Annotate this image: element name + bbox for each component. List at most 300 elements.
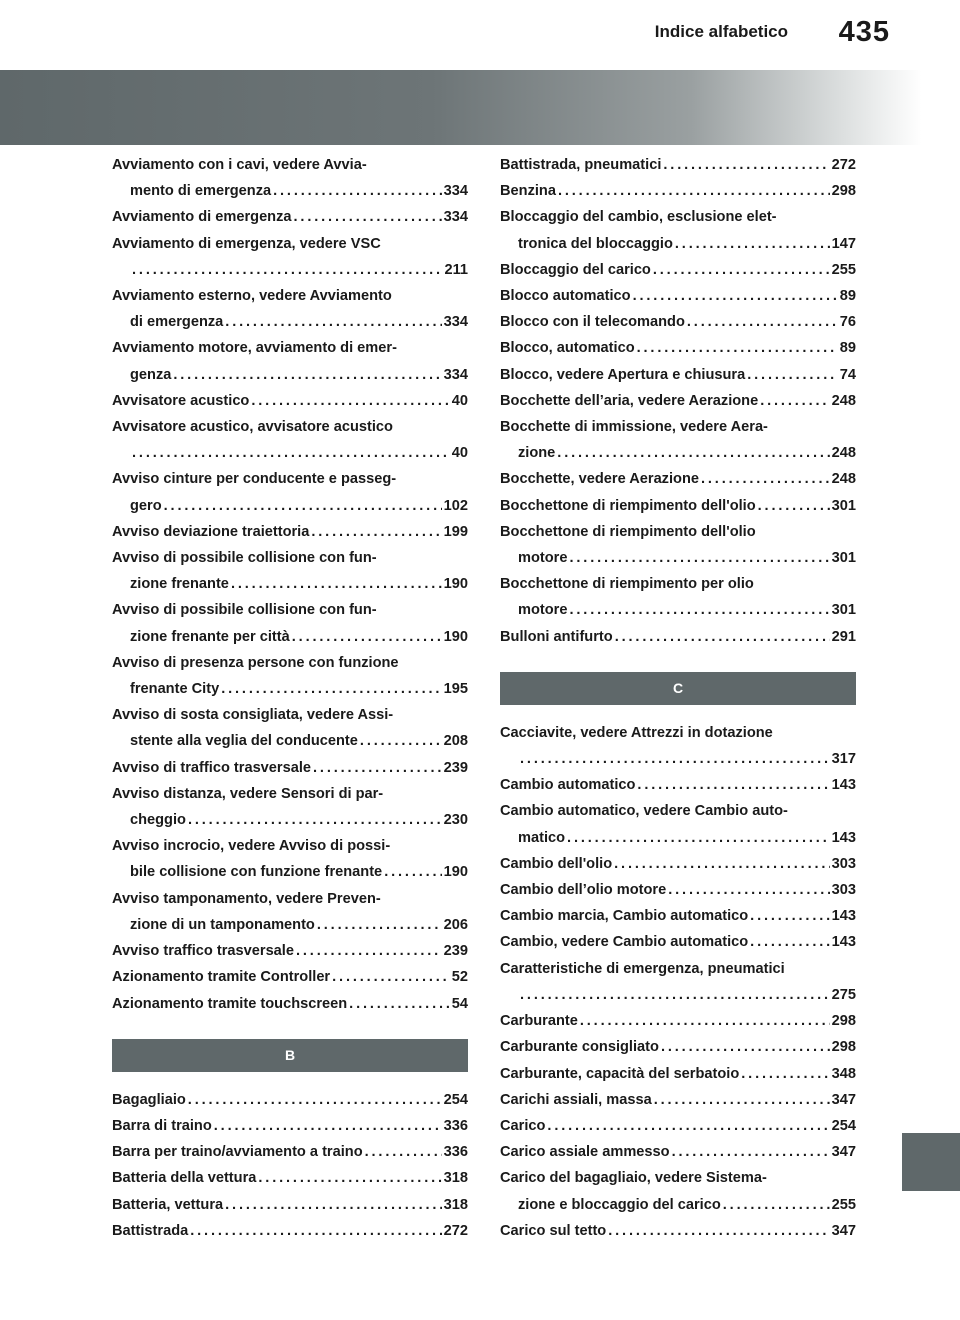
dot-leader [614,851,830,877]
index-entry-line [500,798,856,824]
index-entry-text: stente alla veglia del conducente [130,733,358,750]
index-entry-text: Cambio, vedere Cambio automatico [500,934,749,951]
index-entry-line [500,624,856,650]
index-entry [112,466,468,518]
index-entry-line [112,833,468,859]
page-reference: 275 [831,986,856,1003]
index-entry-text: Cambio dell'olio [500,855,613,872]
page-reference: 303 [831,882,856,899]
dot-leader [653,257,830,283]
index-entry-text: Avviamento con i cavi, vedere Avvia- [112,157,367,173]
index-entry-continuation [500,982,856,1008]
index-entry [112,231,468,283]
index-entry-text: Avviso incrocio, vedere Avviso di possi- [112,838,391,855]
page-reference: 40 [451,445,468,462]
index-entry-line [112,1087,468,1113]
page-reference: 143 [831,777,856,794]
header-banner [0,70,960,145]
page-reference: 206 [443,916,468,933]
letter-header-c: C [500,672,856,705]
page-reference: 254 [443,1091,468,1108]
dot-leader [668,877,829,903]
index-entry-line [112,414,468,440]
index-entry-line [500,956,856,982]
dot-leader [221,676,441,702]
chapter-side-tab [902,1133,960,1191]
index-entry [500,178,856,204]
index-list-b-cont [500,152,856,650]
index-entry-text: Blocco, vedere Apertura e chiusura [500,366,746,383]
dot-leader [332,964,450,990]
index-entry-line [112,152,468,178]
index-entry-text: Avviamento di emergenza, vedere VSC [112,235,381,252]
dot-leader [313,755,442,781]
index-entry-text: Carichi assiali, massa [500,1091,652,1108]
page-reference: 301 [831,602,856,619]
index-entry-text: Avviso distanza, vedere Sensori di par- [112,785,384,802]
index-entry-text: Avvisatore acustico, avvisatore acustico [112,419,393,436]
index-entry-text: Blocco automatico [500,288,631,305]
index-entry [112,152,468,204]
dot-leader [569,545,829,571]
index-column-left [112,152,468,1244]
page-reference: 347 [831,1144,856,1161]
index-entry [500,283,856,309]
index-entry-line [112,938,468,964]
page-reference: 248 [831,445,856,462]
index-entry-line [500,571,856,597]
index-entry-line [500,466,856,492]
page-reference: 336 [443,1117,468,1134]
index-entry-continuation [112,859,468,885]
index-entry-text: Azionamento tramite Controller [112,969,331,986]
index-entry-text: Battistrada, pneumatici [500,157,662,173]
index-entry-text: mento di emergenza [130,183,272,200]
page-reference: 303 [831,855,856,872]
index-entry-line [112,755,468,781]
dot-leader [758,493,830,519]
index-entry-line [500,178,856,204]
index-entry [500,798,856,850]
page-reference: 291 [831,628,856,645]
dot-leader [580,1008,830,1034]
index-entry-line [500,877,856,903]
index-entry-text: Avviso di possibile collisione con fun- [112,602,377,619]
dot-leader [637,772,829,798]
page-reference: 248 [831,471,856,488]
dot-leader [547,1113,829,1139]
index-entry [500,152,856,178]
dot-leader [661,1034,830,1060]
index-entry-text: zione [518,445,556,462]
index-entry [500,257,856,283]
index-entry-text: Benzina [500,183,556,200]
index-entry [112,833,468,885]
index-entry-line [112,1165,468,1191]
index-entry-line [112,1192,468,1218]
index-entry-text: Carico [500,1117,546,1134]
page-reference: 190 [443,576,468,593]
page-reference: 254 [831,1117,856,1134]
index-entry-text: Avviso di presenza persone con funzione [112,654,399,671]
index-entry-continuation [112,257,468,283]
index-entry-line [112,545,468,571]
page-reference: 102 [443,497,468,514]
index-entry-continuation [112,178,468,204]
dot-leader [190,1218,441,1244]
index-entry-continuation [112,624,468,650]
index-entry [500,388,856,414]
index-entry-text: Blocco con il telecomando [500,314,685,331]
page-reference: 301 [831,550,856,567]
page-reference: 54 [451,995,468,1012]
index-entry [112,938,468,964]
index-entry-text: Cacciavite, vedere Attrezzi in dotazione [500,724,773,741]
index-entry-line [500,772,856,798]
index-entry-text: Avvisatore acustico [112,392,250,409]
index-entry [500,1087,856,1113]
index-entry-line [500,414,856,440]
index-entry-text: Cambio dell’olio motore [500,882,667,899]
dot-leader [273,178,442,204]
index-list-b [112,1087,468,1244]
dot-leader [173,362,441,388]
index-entry [112,755,468,781]
dot-leader [520,982,830,1008]
index-entry-continuation [500,545,856,571]
page-reference: 255 [831,1196,856,1213]
index-entry-line [500,851,856,877]
dot-leader [188,1087,442,1113]
page-reference: 143 [831,934,856,951]
index-entry-line [500,519,856,545]
page-reference: 230 [443,812,468,829]
dot-leader [723,1192,830,1218]
index-entry-text: Avviamento motore, avviamento di emer- [112,340,397,357]
index-entry-line [112,466,468,492]
page-reference: 317 [831,751,856,768]
index-entry-text: Barra per traino/avviamento a traino [112,1144,363,1161]
index-entry-text: Bloccaggio del carico [500,261,651,278]
index-entry-line [500,903,856,929]
dot-leader [132,440,450,466]
page-reference: 76 [839,314,856,331]
index-entry [500,624,856,650]
index-entry-continuation [112,440,468,466]
index-entry-line [112,204,468,230]
dot-leader [701,466,830,492]
index-entry-line [500,1061,856,1087]
dot-leader [615,624,830,650]
index-entry [112,597,468,649]
index-entry [500,204,856,256]
index-entry-line [112,519,468,545]
index-entry [500,929,856,955]
page-reference: 272 [831,157,856,173]
dot-leader [654,1087,830,1113]
index-entry-text: gero [130,497,162,514]
index-entry [112,702,468,754]
page-reference: 248 [831,392,856,409]
dot-leader [384,859,441,885]
index-entry-text: Avviso di traffico trasversale [112,759,311,776]
dot-leader [296,938,442,964]
index-entry-text: Batteria, vettura [112,1196,224,1213]
index-entry-text: cheggio [130,812,186,829]
section-title: Indice alfabetico [654,22,788,41]
index-entry-line [500,335,856,361]
page-reference: 347 [831,1222,856,1239]
index-entry-text: Cambio automatico, vedere Cambio auto- [500,803,788,820]
index-entry [500,309,856,335]
index-entry-text: Bulloni antifurto [500,628,613,645]
page-reference: 239 [443,943,468,960]
index-entry-line [500,1034,856,1060]
index-entry [500,362,856,388]
index-list-c [500,720,856,1244]
index-entry-text: Carico sul tetto [500,1222,607,1239]
index-entry [112,964,468,990]
index-entry-text: frenante City [130,681,220,698]
index-entry [500,466,856,492]
dot-leader [558,178,830,204]
index-entry-line [500,362,856,388]
dot-leader [360,728,442,754]
page-reference: 190 [443,628,468,645]
index-entry-line [500,1165,856,1191]
page-reference: 239 [443,759,468,776]
index-entry-line [500,1139,856,1165]
page-reference: 334 [443,183,468,200]
index-entry-continuation [500,825,856,851]
index-entry-continuation [500,1192,856,1218]
dot-leader [747,362,838,388]
index-entry [112,1087,468,1113]
page-reference: 147 [831,235,856,252]
dot-leader [567,825,830,851]
index-entry [500,335,856,361]
index-entry-text: Avviamento di emergenza [112,209,292,226]
index-entry-text: bile collisione con funzione frenante [130,864,383,881]
index-entry [500,1165,856,1217]
index-entry-text: Bagagliaio [112,1091,186,1108]
dot-leader [760,388,829,414]
page-reference: 301 [831,497,856,514]
index-entry [112,781,468,833]
dot-leader [672,1139,830,1165]
index-entry-line [500,388,856,414]
index-entry-text: Bloccaggio del cambio, esclusione elet- [500,209,777,226]
index-entry [112,519,468,545]
page-reference: 190 [443,864,468,881]
index-entry [112,204,468,230]
index-entry-text: Batteria della vettura [112,1170,257,1187]
index-entry-text: Avviso deviazione traiettoria [112,523,310,540]
index-entry-line [500,1113,856,1139]
index-entry [500,571,856,623]
index-entry [500,493,856,519]
index-entry-text: Carico del bagagliaio, vedere Sistema- [500,1170,767,1187]
page-reference: 52 [451,969,468,986]
page-reference: 298 [831,1013,856,1030]
index-entry-text: Bocchettone di riempimento dell'olio [500,497,756,514]
index-entry-continuation [112,571,468,597]
index-entry-text: matico [518,829,566,846]
index-entry [500,1034,856,1060]
dot-leader [741,1061,829,1087]
dot-leader [225,1192,442,1218]
index-entry-continuation [112,912,468,938]
index-entry-text: zione e bloccaggio del carico [518,1196,721,1213]
index-entry-continuation [500,746,856,772]
index-entry [500,1139,856,1165]
index-entry-text: Barra di traino [112,1117,212,1134]
index-entry-line [112,991,468,1017]
index-entry-text: Bocchette, vedere Aerazione [500,471,699,488]
index-entry-text: Avviso traffico trasversale [112,943,294,960]
dot-leader [750,903,829,929]
page-reference: 336 [443,1144,468,1161]
index-entry-line [500,283,856,309]
index-entry-text: Carburante consigliato [500,1039,659,1056]
page-reference: 89 [839,288,856,305]
index-entry [112,1165,468,1191]
index-entry-continuation [112,807,468,833]
dot-leader [608,1218,829,1244]
index-entry-text: zione di un tamponamento [130,916,315,933]
index-entry-text: Carburante [500,1013,578,1030]
index-entry-line [500,1087,856,1113]
dot-leader [251,388,449,414]
dot-leader [637,335,838,361]
index-entry-line [500,309,856,335]
index-entry [112,1139,468,1165]
index-entry [500,851,856,877]
index-entry-continuation [112,309,468,335]
page-reference: 74 [839,366,856,383]
index-entry-line [112,283,468,309]
index-entry-text: Cambio marcia, Cambio automatico [500,908,749,925]
index-entry-text: Avviso di sosta consigliata, vedere Assi- [112,707,394,724]
index-entry-line [500,493,856,519]
dot-leader [557,440,829,466]
index-entry-text: zione frenante per città [130,628,290,645]
index-entry [500,903,856,929]
index-entry [500,1008,856,1034]
index-entry-line [500,1218,856,1244]
index-entry [112,650,468,702]
page-reference: 211 [444,261,468,278]
index-entry [500,519,856,571]
index-entry-continuation [500,597,856,623]
index-entry [500,956,856,1008]
index-entry-text: tronica del bloccaggio [518,235,673,252]
page-reference: 255 [831,261,856,278]
index-entry-line [112,650,468,676]
page-reference: 40 [451,392,468,409]
index-entry-line [112,964,468,990]
index-entry-line [112,1139,468,1165]
index-entry-line [112,388,468,414]
index-entry-line [500,929,856,955]
index-entry-continuation [500,231,856,257]
page-reference: 199 [443,523,468,540]
dot-leader [231,571,442,597]
index-entry [500,772,856,798]
page-reference: 347 [831,1091,856,1108]
page-reference: 298 [831,183,856,200]
page-reference: 298 [831,1039,856,1056]
index-entry [500,1113,856,1139]
index-entry-line [112,702,468,728]
index-entry-line [500,204,856,230]
index-entry-text: Cambio automatico [500,777,636,794]
dot-leader [164,493,442,519]
index-entry-line [500,1008,856,1034]
dot-leader [633,283,838,309]
index-entry [500,720,856,772]
index-entry-text: motore [518,550,568,567]
index-column-right [500,152,856,1244]
index-entry-continuation [112,676,468,702]
page-number: 435 [838,16,890,48]
index-entry-text: zione frenante [130,576,229,593]
dot-leader [675,231,830,257]
index-entry-line [112,597,468,623]
index-entry [112,1192,468,1218]
page-reference: 143 [831,908,856,925]
index-entry [112,1113,468,1139]
index-entry-line [500,720,856,746]
dot-leader [294,204,442,230]
page-reference: 195 [443,681,468,698]
index-entry-text: Caratteristiche di emergenza, pneumatici [500,960,785,977]
page-reference: 348 [831,1065,856,1082]
dot-leader [750,929,829,955]
index-entry-text: Blocco, automatico [500,340,635,357]
dot-leader [214,1113,442,1139]
index-entry-line [112,1113,468,1139]
index-entry-text: Avviso tamponamento, vedere Preven- [112,890,381,907]
page-reference: 334 [443,366,468,383]
page-reference: 318 [443,1170,468,1187]
index-entry-continuation [112,728,468,754]
index-entry-line [112,781,468,807]
index-entry-text: Carburante, capacità del serbatoio [500,1065,740,1082]
index-entry-text: Bocchette di immissione, vedere Aera- [500,419,768,436]
index-entry-text: Bocchettone di riempimento dell'olio [500,523,756,540]
page-reference: 318 [443,1196,468,1213]
index-entry [112,414,468,466]
index-entry-text: Carico assiale ammesso [500,1144,670,1161]
letter-header-b: B [112,1039,468,1072]
index-entry-text: Battistrada [112,1222,189,1239]
index-entry-text: Bocchettone di riempimento per olio [500,576,754,593]
dot-leader [311,519,441,545]
index-entry-text: Avviso di possibile collisione con fun- [112,550,377,567]
index-entry [500,414,856,466]
index-entry-text: Avviso cinture per conducente e passeg- [112,471,397,488]
index-entry-line [112,886,468,912]
index-entry-text: genza [130,366,172,383]
page-reference: 143 [831,829,856,846]
index-entry [500,877,856,903]
page-header [0,0,960,62]
index-entry-line [500,152,856,178]
page-reference: 89 [839,340,856,357]
index-entry-line [112,231,468,257]
index-entry-line [500,257,856,283]
